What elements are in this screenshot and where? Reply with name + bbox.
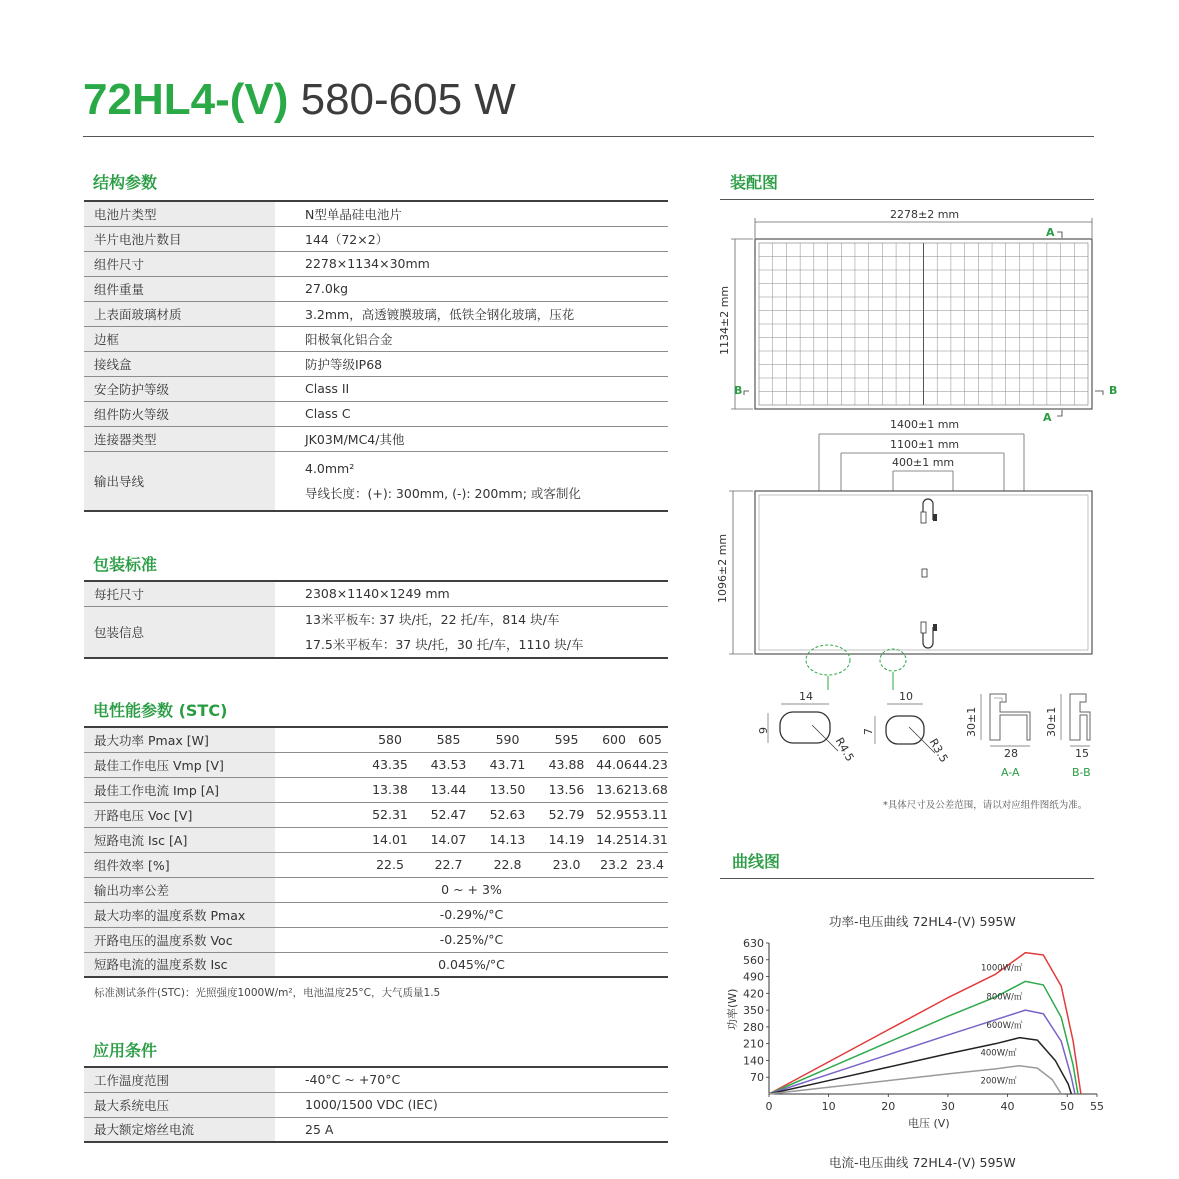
hole1-radius: R4.5 bbox=[832, 735, 857, 764]
table-row bbox=[84, 1092, 668, 1117]
section-title-electrical: 电性能参数 (STC) bbox=[93, 701, 228, 720]
table-row bbox=[84, 426, 668, 451]
row-value-line-1: 4.0mm² bbox=[305, 460, 355, 476]
table-row bbox=[84, 827, 668, 852]
table-row bbox=[84, 376, 668, 401]
table-row bbox=[84, 952, 668, 977]
row-value: 14.13 bbox=[478, 827, 537, 852]
curves-divider bbox=[720, 878, 1094, 879]
spacer-cell bbox=[275, 777, 361, 802]
row-value: 43.53 bbox=[419, 752, 478, 777]
row-value: -0.25%/°C bbox=[275, 927, 668, 952]
row-value: 13.44 bbox=[419, 777, 478, 802]
row-value: 14.07 bbox=[419, 827, 478, 852]
row-value: 43.71 bbox=[478, 752, 537, 777]
row-label: 最佳工作电流 Imp [A] bbox=[84, 777, 275, 802]
table-row bbox=[84, 276, 668, 301]
packaging-table bbox=[84, 580, 668, 659]
row-value: 2278×1134×30mm bbox=[275, 251, 668, 276]
pv-xlabel: 电压 (V) bbox=[908, 1117, 950, 1130]
table-row bbox=[84, 326, 668, 351]
table-row bbox=[84, 351, 668, 376]
table-row bbox=[84, 927, 668, 952]
x-tick-label: 55 bbox=[1090, 1100, 1104, 1113]
y-tick-label: 280 bbox=[743, 1020, 764, 1034]
row-label: 包装信息 bbox=[84, 606, 275, 658]
dim-1100: 1100±1 mm bbox=[890, 438, 960, 451]
pv-ylabel: 功率(W) bbox=[726, 988, 739, 1030]
row-value: 600 bbox=[596, 727, 632, 752]
table-row bbox=[84, 451, 668, 511]
row-value: JK03M/MC4/其他 bbox=[275, 426, 668, 451]
table-row bbox=[84, 752, 668, 777]
assembly-drawing bbox=[720, 200, 1120, 800]
table-row bbox=[84, 1117, 668, 1142]
application-table bbox=[84, 1066, 668, 1143]
section-title-structure: 结构参数 bbox=[93, 173, 158, 192]
row-value: 43.88 bbox=[537, 752, 596, 777]
row-value: 3.2mm，高透镀膜玻璃，低铁全钢化玻璃，压花 bbox=[275, 301, 668, 326]
series-label: 200W/㎡ bbox=[980, 1076, 1017, 1087]
row-value: 0.045%/°C bbox=[275, 952, 668, 977]
structure-table bbox=[84, 200, 668, 512]
series-label: 800W/㎡ bbox=[986, 992, 1023, 1003]
x-tick-label: 10 bbox=[821, 1100, 836, 1113]
y-tick-label: 630 bbox=[743, 937, 764, 950]
y-tick-label: 490 bbox=[743, 970, 764, 984]
table-row bbox=[84, 902, 668, 927]
row-value: 44.23 bbox=[632, 752, 668, 777]
row-value: 44.06 bbox=[596, 752, 632, 777]
hole2-height: 7 bbox=[862, 728, 875, 735]
section-title-curves: 曲线图 bbox=[732, 852, 781, 871]
x-tick-label: 40 bbox=[1000, 1100, 1015, 1113]
row-value: 14.19 bbox=[537, 827, 596, 852]
table-row bbox=[84, 606, 668, 658]
pv-chart-title: 功率-电压曲线 72HL4-(V) 595W bbox=[829, 914, 1016, 929]
bb-height: 30±1 bbox=[1045, 706, 1058, 737]
row-value: 27.0kg bbox=[275, 276, 668, 301]
bb-width: 15 bbox=[1075, 747, 1089, 760]
row-label: 输出功率公差 bbox=[84, 877, 275, 902]
row-value: 144（72×2） bbox=[275, 226, 668, 251]
row-value: 13.68 bbox=[632, 777, 668, 802]
table-row bbox=[84, 201, 668, 226]
iv-chart-title: 电流-电压曲线 72HL4-(V) 595W bbox=[829, 1155, 1016, 1170]
table-row bbox=[84, 802, 668, 827]
row-value: 585 bbox=[419, 727, 478, 752]
y-tick-label: 140 bbox=[743, 1054, 764, 1068]
dim-width: 1134±2 mm bbox=[718, 285, 731, 355]
row-label: 最佳工作电压 Vmp [V] bbox=[84, 752, 275, 777]
series-label: 600W/㎡ bbox=[986, 1021, 1023, 1032]
x-tick-label: 50 bbox=[1060, 1100, 1075, 1113]
row-value bbox=[275, 451, 668, 511]
aa-width: 28 bbox=[1004, 747, 1018, 760]
row-value: 25 A bbox=[275, 1117, 668, 1142]
table-row bbox=[84, 777, 668, 802]
spacer-cell bbox=[275, 727, 361, 752]
row-value: 22.5 bbox=[361, 852, 419, 877]
title-divider bbox=[83, 136, 1094, 137]
x-tick-label: 0 bbox=[765, 1100, 773, 1113]
row-label: 安全防护等级 bbox=[84, 376, 275, 401]
row-value: 13.56 bbox=[537, 777, 596, 802]
row-label: 输出导线 bbox=[84, 451, 275, 511]
row-label: 开路电压 Voc [V] bbox=[84, 802, 275, 827]
row-value-line-2: 导线长度：(+): 300mm, (-): 200mm; 或客制化 bbox=[305, 485, 581, 501]
row-value: 52.63 bbox=[478, 802, 537, 827]
row-label: 最大功率的温度系数 Pmax bbox=[84, 902, 275, 927]
assembly-note: *具体尺寸及公差范围，请以对应组件图纸为准。 bbox=[883, 800, 1088, 811]
row-value: 13.50 bbox=[478, 777, 537, 802]
marker-b-left: B bbox=[734, 384, 743, 397]
row-value: 14.25 bbox=[596, 827, 632, 852]
series-label: 1000W/㎡ bbox=[981, 963, 1023, 974]
product-model: 72HL4-(V) bbox=[83, 75, 289, 124]
row-value-line-1: 13米平板车: 37 块/托，22 托/车，814 块/车 bbox=[305, 611, 560, 627]
row-value: 580 bbox=[361, 727, 419, 752]
table-row bbox=[84, 877, 668, 902]
row-value: 防护等级IP68 bbox=[275, 351, 668, 376]
row-value: 14.01 bbox=[361, 827, 419, 852]
row-value: 23.0 bbox=[537, 852, 596, 877]
row-label: 最大系统电压 bbox=[84, 1092, 275, 1117]
row-value: 52.47 bbox=[419, 802, 478, 827]
marker-a-bottom: A bbox=[1043, 411, 1052, 424]
dim-length: 2278±2 mm bbox=[890, 208, 960, 221]
row-label: 组件效率 [%] bbox=[84, 852, 275, 877]
hole1-width: 14 bbox=[799, 690, 813, 703]
row-label: 接线盒 bbox=[84, 351, 275, 376]
row-value: N型单晶硅电池片 bbox=[275, 201, 668, 226]
spacer-cell bbox=[275, 752, 361, 777]
series-label: 400W/㎡ bbox=[980, 1048, 1017, 1059]
dim-1096: 1096±2 mm bbox=[716, 533, 729, 603]
row-value: 52.95 bbox=[596, 802, 632, 827]
marker-a-top: A bbox=[1046, 226, 1055, 239]
row-value: 2308×1140×1249 mm bbox=[275, 581, 668, 606]
table-row bbox=[84, 251, 668, 276]
row-value bbox=[275, 606, 668, 658]
marker-b-right: B bbox=[1109, 384, 1118, 397]
table-row bbox=[84, 581, 668, 606]
row-label: 最大额定熔丝电流 bbox=[84, 1117, 275, 1142]
aa-label: A-A bbox=[1001, 766, 1020, 779]
spacer-cell bbox=[275, 852, 361, 877]
section-title-packaging: 包装标准 bbox=[93, 555, 158, 574]
row-label: 开路电压的温度系数 Voc bbox=[84, 927, 275, 952]
row-label: 半片电池片数目 bbox=[84, 226, 275, 251]
table-row bbox=[84, 401, 668, 426]
hole2-radius: R3.5 bbox=[926, 736, 951, 765]
section-title-assembly: 装配图 bbox=[730, 173, 779, 192]
row-value: 1000/1500 VDC (IEC) bbox=[275, 1092, 668, 1117]
row-label: 组件尺寸 bbox=[84, 251, 275, 276]
stc-note: 标准测试条件(STC)：光照强度1000W/m²，电池温度25°C，大气质量1.5 bbox=[94, 987, 441, 999]
row-value: 595 bbox=[537, 727, 596, 752]
row-label: 最大功率 Pmax [W] bbox=[84, 727, 275, 752]
spacer-cell bbox=[275, 802, 361, 827]
hole2-width: 10 bbox=[899, 690, 913, 703]
row-label: 组件防火等级 bbox=[84, 401, 275, 426]
y-tick-label: 560 bbox=[743, 953, 764, 967]
row-value: 阳极氧化铝合金 bbox=[275, 326, 668, 351]
section-title-application: 应用条件 bbox=[93, 1041, 158, 1060]
row-value: 605 bbox=[632, 727, 668, 752]
row-value: 13.62 bbox=[596, 777, 632, 802]
x-tick-label: 30 bbox=[940, 1100, 955, 1113]
row-label: 连接器类型 bbox=[84, 426, 275, 451]
dim-1400: 1400±1 mm bbox=[890, 418, 960, 431]
row-value: -0.29%/°C bbox=[275, 902, 668, 927]
row-value-line-2: 17.5米平板车：37 块/托，30 托/车，1110 块/车 bbox=[305, 636, 584, 652]
row-value: 52.31 bbox=[361, 802, 419, 827]
row-label: 短路电流的温度系数 Isc bbox=[84, 952, 275, 977]
row-value: 0 ~ + 3% bbox=[275, 877, 668, 902]
row-value: 22.8 bbox=[478, 852, 537, 877]
row-label: 上表面玻璃材质 bbox=[84, 301, 275, 326]
power-range: 580-605 W bbox=[300, 75, 516, 124]
series-line bbox=[769, 953, 1081, 1094]
hole1-height: 9 bbox=[757, 727, 770, 734]
y-tick-label: 70 bbox=[750, 1071, 764, 1085]
row-value: 22.7 bbox=[419, 852, 478, 877]
row-value: Class II bbox=[275, 376, 668, 401]
dim-400: 400±1 mm bbox=[892, 456, 955, 469]
row-value: 52.79 bbox=[537, 802, 596, 827]
aa-height: 30±1 bbox=[965, 706, 978, 737]
page-title bbox=[83, 72, 516, 128]
table-row bbox=[84, 852, 668, 877]
table-row bbox=[84, 301, 668, 326]
row-label: 工作温度范围 bbox=[84, 1067, 275, 1092]
series-line bbox=[769, 1010, 1075, 1094]
row-value: 53.11 bbox=[632, 802, 668, 827]
table-row bbox=[84, 727, 668, 752]
row-label: 短路电流 Isc [A] bbox=[84, 827, 275, 852]
row-label: 组件重量 bbox=[84, 276, 275, 301]
table-row bbox=[84, 1067, 668, 1092]
row-label: 每托尺寸 bbox=[84, 581, 275, 606]
row-value: 23.2 bbox=[596, 852, 632, 877]
row-label: 边框 bbox=[84, 326, 275, 351]
row-value: Class C bbox=[275, 401, 668, 426]
pv-chart bbox=[715, 932, 1115, 1132]
row-value: 43.35 bbox=[361, 752, 419, 777]
row-label: 电池片类型 bbox=[84, 201, 275, 226]
row-value: 14.31 bbox=[632, 827, 668, 852]
y-tick-label: 420 bbox=[743, 987, 764, 1001]
chart-axes bbox=[769, 943, 1097, 1094]
row-value: 13.38 bbox=[361, 777, 419, 802]
y-tick-label: 350 bbox=[743, 1004, 764, 1018]
spacer-cell bbox=[275, 827, 361, 852]
y-tick-label: 210 bbox=[743, 1037, 764, 1051]
x-tick-label: 20 bbox=[881, 1100, 896, 1113]
table-row bbox=[84, 226, 668, 251]
row-value: 23.4 bbox=[632, 852, 668, 877]
bb-label: B-B bbox=[1072, 766, 1091, 779]
electrical-table bbox=[84, 726, 668, 978]
row-value: 590 bbox=[478, 727, 537, 752]
row-value: -40°C ~ +70°C bbox=[275, 1067, 668, 1092]
